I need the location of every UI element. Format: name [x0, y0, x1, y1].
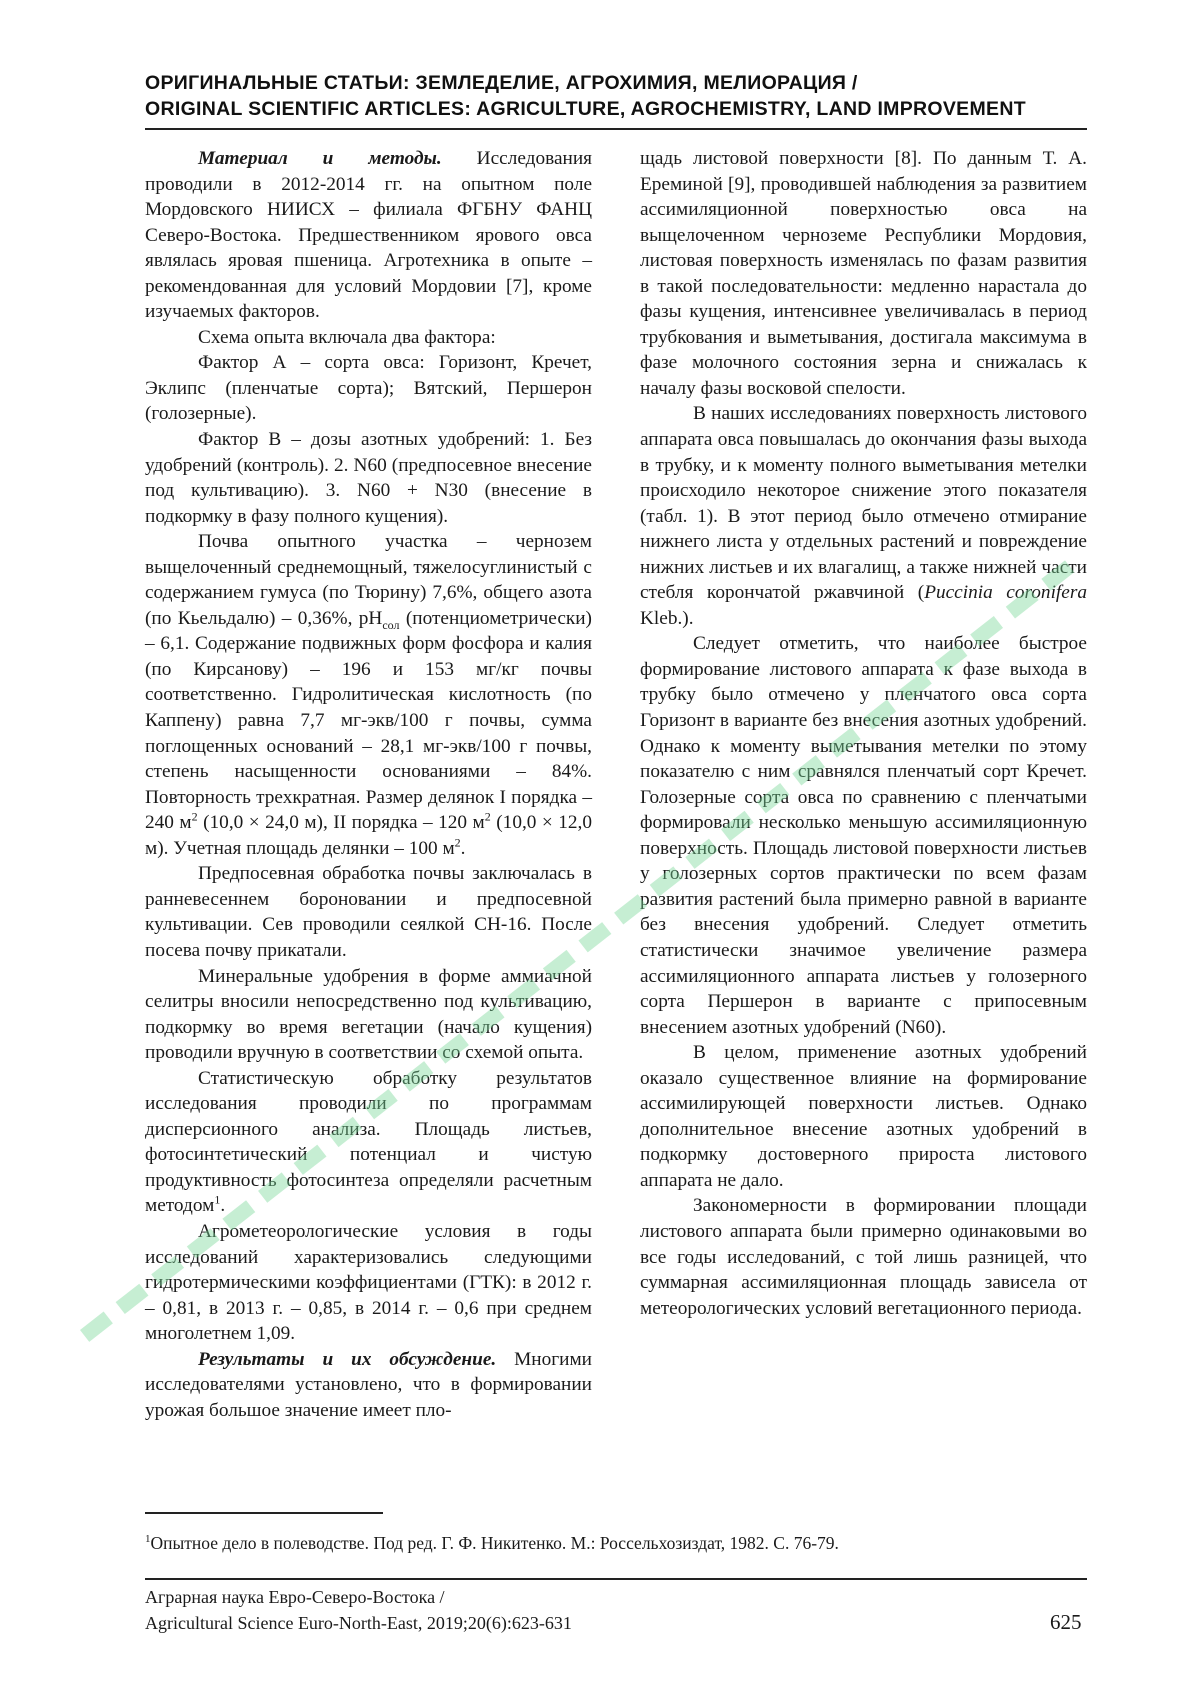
soil-paragraph: Почва опытного участка – чернозем выщелоченный среднемощный, тяжелосуглинистый с содержанием гумуса (по Тюрину) 7,6%, общего азота (по Кьельдалю) – 0,36%, $pH_{сол}$ (потенциометрически) – 6,1. Содержание подвижных форм фосфора и калия (по Кирсанову) – 196 и 153 мг/кг почвы соответственно. Гидролитическая кислотность (по Каппену) равна 7,7 мг-экв/100 г почвы, сумма поглощенных оснований – 28,1 мг-экв/100 г почвы, степень насыщенности основаниями – 84%. Повторность трехкратная. Размер делянок I порядка – 240 $м^2$ (10,0 × 24,0 м), II порядка – 120 $м^2$ (10,0 × 12,0 м). Учетная площадь делянки – 100 $м^2$. — [145, 531, 593, 859]
species-name: Puccinia coronifera — [924, 582, 1087, 604]
fertilizer-paragraph: Минеральные удобрения в форме аммиачной селитры вносили непосредственно под культивацию, подкормку во время вегетации (начало кущения) проводили вручную в соответствии со схемой опыта. — [145, 965, 592, 1064]
formation-paragraph: Следует отметить, что наиболее быстрое формирование листового аппарата к фазе выхода в трубку было отмечено у пленчатого овса сорта Горизонт в варианте без внесения азотных удобрений. Однако к моменту выметывания метелки по этому показателю с ним сравнялся пленчатый сорт Кречет. Голозерные сорта овса по сравнению с пленчатыми формировали несколько меньшую ассимиляционную поверхность. Площадь листовой поверхности листьев у голозерных сортов практически по всем фазам развития растений была примерно равной в варианте без внесения удобрений. Следует отметить статистически значимое увеличение размера ассимиляционного аппарата листьев у голозерного сорта Першерон в варианте с припосевным внесением азотных удобрений (N60). — [640, 633, 1087, 1038]
footnote-rule — [145, 1512, 383, 1514]
weather-paragraph: Агрометеорологические условия в годы исследований характеризовались следующими гидротермическими коэффициентами (ГТК): в 2012 г. – 0,81, в 2013 г. – 0,85, в 2014 г. – 0,6 при среднем многолетнем 1,09. — [145, 1220, 592, 1345]
results-paragraph: Результаты и их обсуждение. Многими исследователями установлено, что в формировании урожая большое значение имеет пло- — [145, 1348, 592, 1421]
left-column — [145, 146, 592, 1423]
header-rule — [145, 128, 1087, 130]
journal-citation — [145, 1584, 572, 1636]
section-lead-results: Результаты и их обсуждение. — [198, 1348, 497, 1370]
journal-title-ru: Аграрная наука Евро-Северо-Востока / — [145, 1587, 445, 1607]
factor-a-paragraph: Фактор А – сорта овса: Горизонт, Кречет, Эклипс (пленчатые сорта); Вятский, Першерон (голозерные). — [145, 352, 592, 425]
journal-title-en: Agricultural Science Euro-North-East, 2019;20(6):623-631 — [145, 1613, 572, 1633]
footer-rule — [145, 1578, 1087, 1580]
header-line-english: ORIGINAL SCIENTIFIC ARTICLES: AGRICULTURE, AGROCHEMISTRY, LAND IMPROVEMENT — [145, 98, 1026, 120]
our-research-paragraph: В наших исследованиях поверхность листового аппарата овса повышалась до окончания фазы выхода в трубку, и к моменту полного выметывания метелки происходило некоторое снижение этого показателя (табл. 1). В этот период было отмечено отмирание нижнего листа у отдельных растений и повреждение нижних листьев и их влагалищ, а также нижней части стебля корончатой ржавчиной (Puccinia coronifera Kleb.). — [640, 403, 1087, 629]
statistics-paragraph: Статистическую обработку результатов исследования проводили по программам дисперсионного анализа. Площадь листьев, фотосинтетический потенциал и чистую продуктивность фотосинтеза определяли расчетным методом$^1$. — [145, 1067, 592, 1217]
footnote-ref: 1 — [214, 1193, 221, 1207]
footnote: $^1$Опытное дело в полеводстве. Под ред. Г. Ф. Никитенко. М.: Россельхозиздат, 1982. С. 76-79. — [145, 1533, 839, 1553]
factor-b-paragraph: Фактор В – дозы азотных удобрений: 1. Без удобрений (контроль). 2. N60 (предпосевное внесение под культивацию). 3. N60 + N30 (внесение в подкормку в фазу полного кущения). — [145, 429, 592, 527]
tillage-paragraph: Предпосевная обработка почвы заключалась в ранневесеннем бороновании и предпосевной культивации. Сев проводили сеялкой СН-16. После посева почву прикатали. — [145, 863, 592, 961]
materials-methods-paragraph: Материал и методы. Исследования проводили в 2012-2014 гг. на опытном поле Мордовского НИИСХ – филиала ФГБНУ ФАНЦ Северо-Востока. Предшественником ярового овса являлась яровая пшеница. Агротехника в опыте – рекомендованная для условий Мордовии [7], кроме изучаемых факторов. — [145, 148, 593, 323]
nitrogen-effect-paragraph: В целом, применение азотных удобрений оказало существенное влияние на формирование ассимилирующей поверхности листьев. Однако дополнительное внесение азотных удобрений в подкормку достоверного прироста листового аппарата не дало. — [640, 1042, 1087, 1191]
section-lead-materials: Материал и методы. — [198, 148, 442, 169]
header-line-russian: ОРИГИНАЛЬНЫЕ СТАТЬИ: ЗЕМЛЕДЕЛИЕ, АГРОХИМИЯ, МЕЛИОРАЦИЯ / — [145, 72, 858, 94]
regularities-paragraph: Закономерности в формировании площади листового аппарата были примерно одинаковыми во все годы исследований, с той лишь разницей, что суммарная ассимиляционная площадь зависела от метеорологических условий вегетационного периода. — [640, 1195, 1087, 1319]
page-number: 625 — [1050, 1610, 1082, 1634]
leaf-surface-paragraph: щадь листовой поверхности [8]. По данным Т. А. Ереминой [9], проводившей наблюдения за развитием ассимиляционной поверхностью овса на выщелоченном черноземе Республики Мордовия, листовая поверхность изменялась по фазам развития в такой последовательности: медленно нарастала до фазы кущения, интенсивнее увеличивалась в период трубкования и выметывания, достигала максимума в фазе молочного состояния зерна и снижалась к началу фазы восковой спелости. — [640, 148, 1087, 399]
running-header — [145, 70, 1090, 122]
scheme-paragraph: Схема опыта включала два фактора: — [198, 326, 496, 348]
right-column — [640, 146, 1087, 1321]
